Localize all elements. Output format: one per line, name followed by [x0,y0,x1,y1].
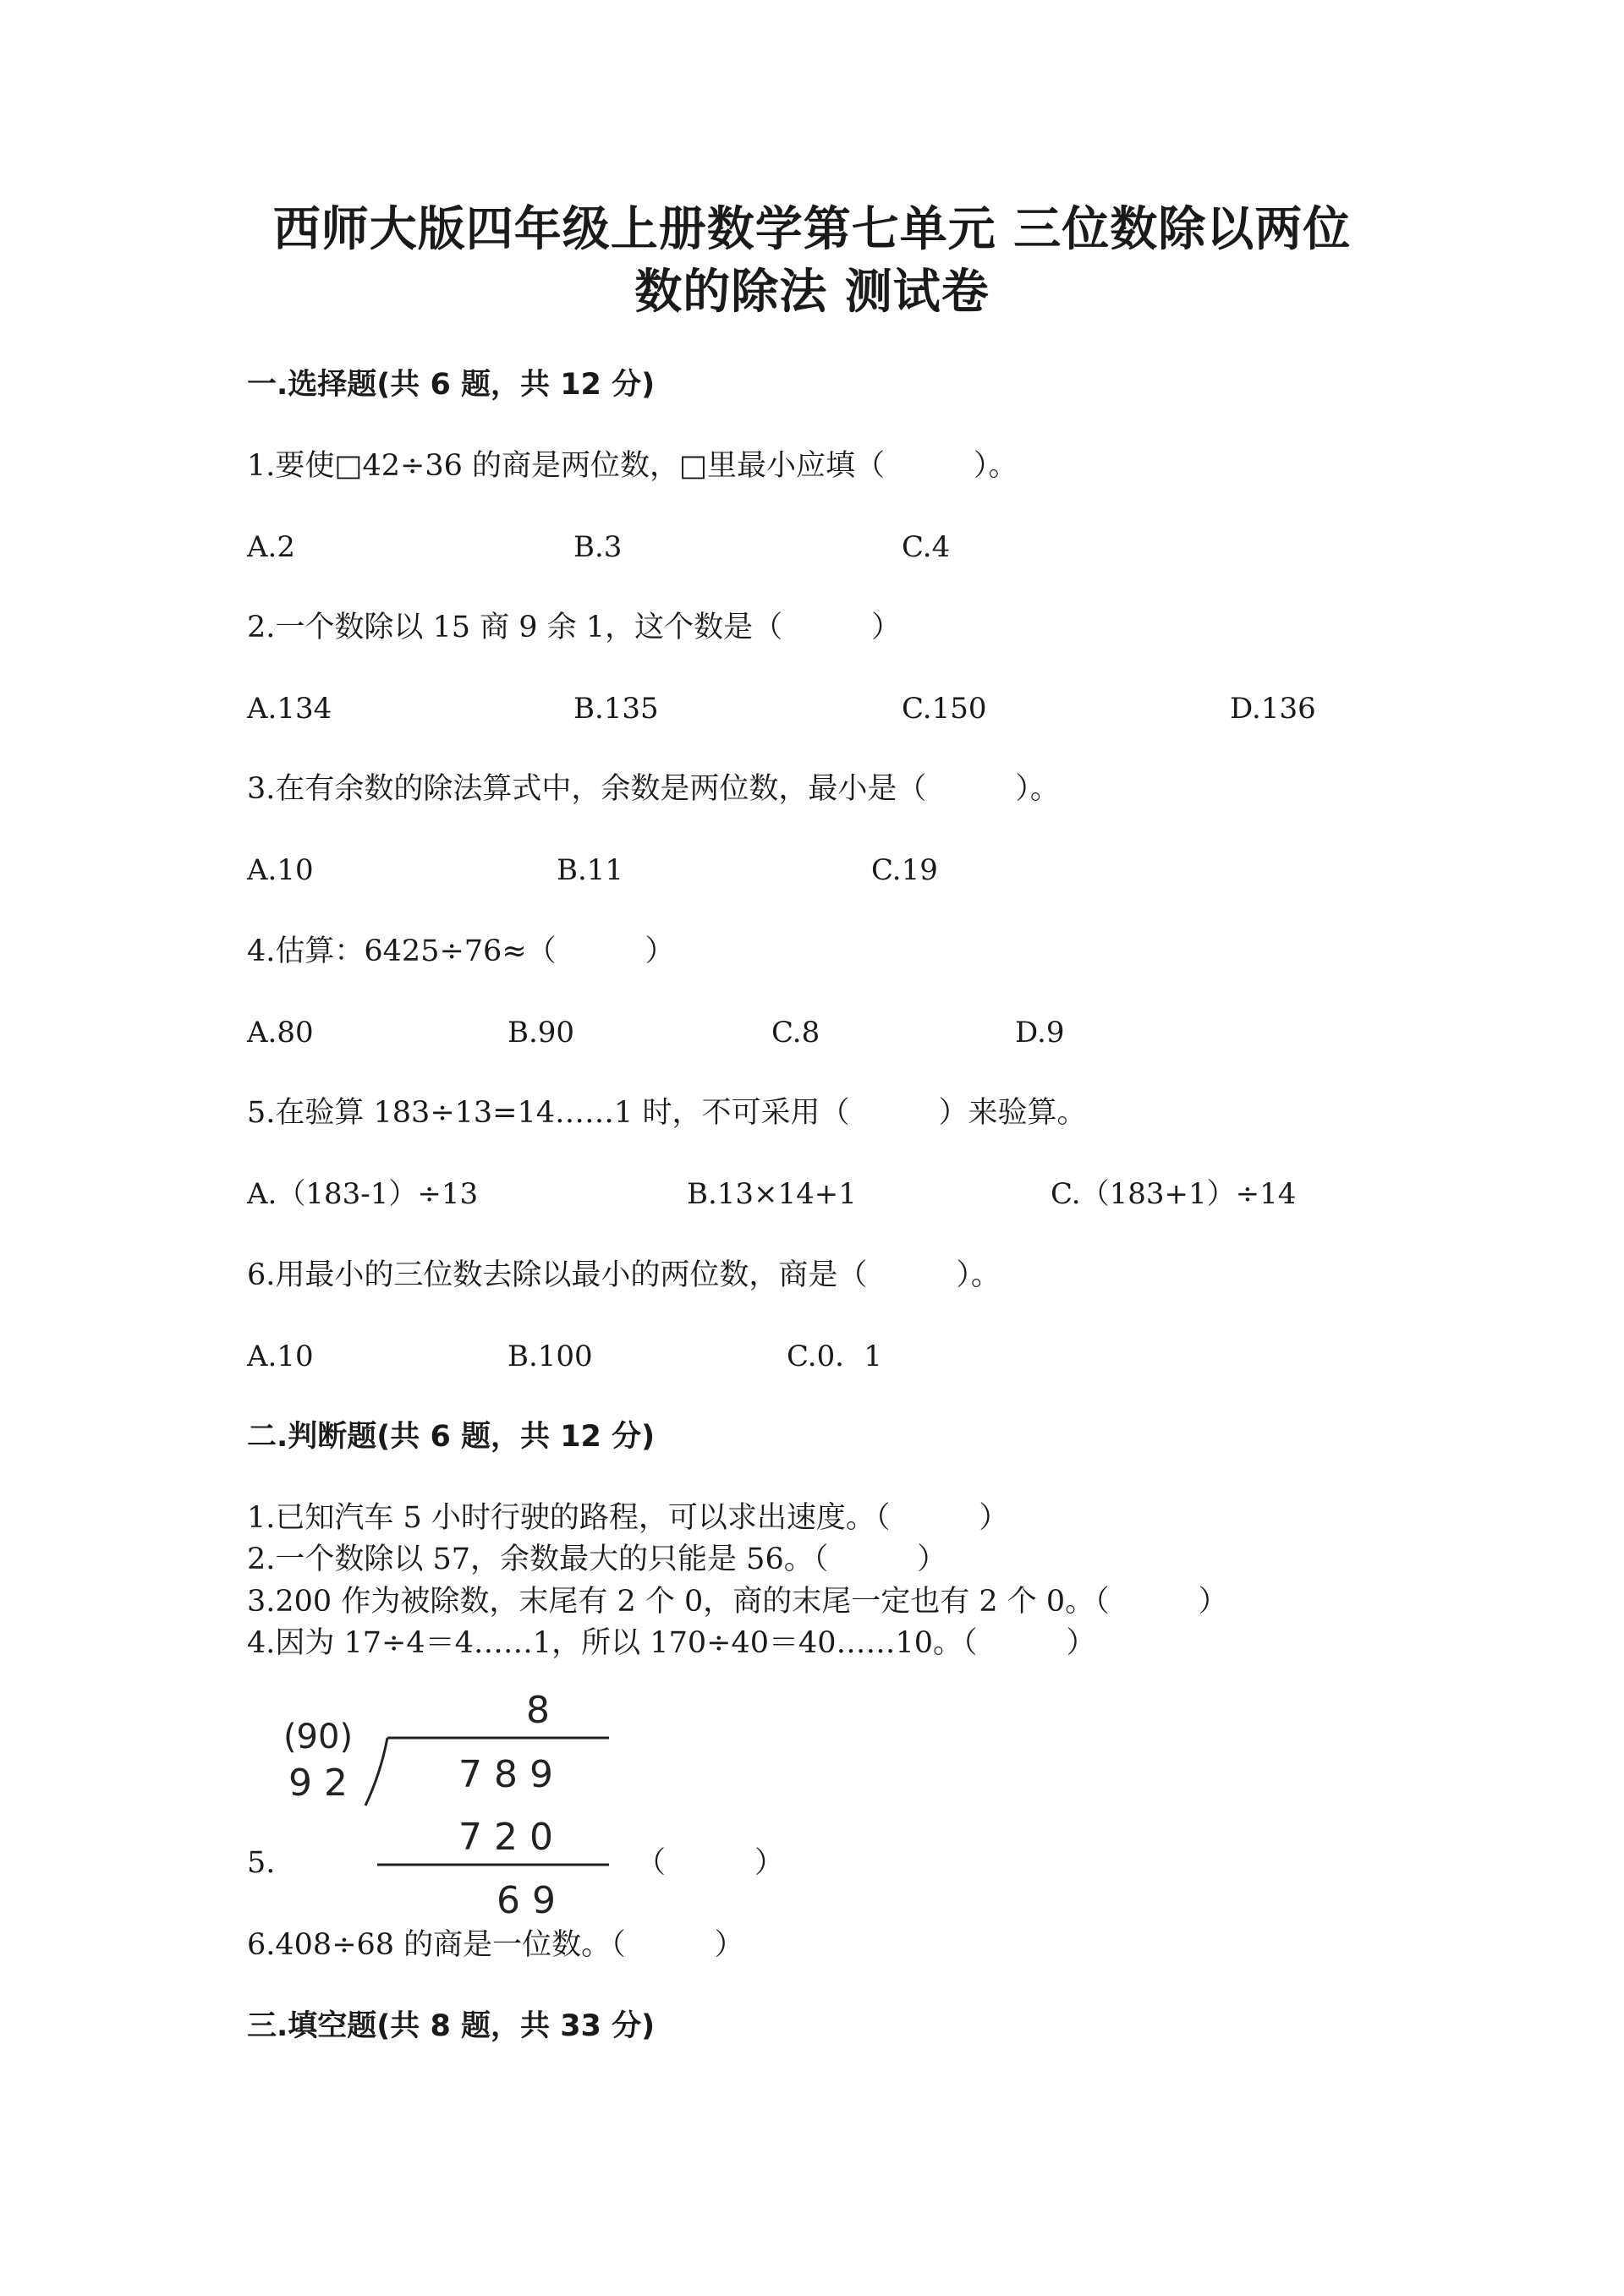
section-heading-fill: 三.填空题(共 8 题，共 33 分) [247,2009,656,2043]
question-text: 4.估算：6425÷76≈（ ） [247,934,675,968]
section-heading-choice: 一.选择题(共 6 题，共 12 分) [247,368,656,402]
judge-statement: 4.因为 17÷4＝4……1，所以 170÷40＝40……10。（ ） [247,1626,1096,1660]
option-b: B.90 [508,1016,575,1049]
division-quotient: 8 [526,1689,550,1732]
option-a: A.10 [247,853,314,887]
option-a: A.2 [247,530,295,564]
question-text: 3.在有余数的除法算式中，余数是两位数，最小是（ ）。 [247,772,1060,806]
option-a: A.80 [247,1016,314,1049]
long-division-figure [271,1679,626,1924]
option-c: C.（183+1）÷14 [1051,1177,1297,1211]
division-estimate: (90) [283,1718,354,1756]
judge-statement: 2.一个数除以 57，余数最大的只能是 56。（ ） [247,1543,947,1576]
question-text: 2.一个数除以 15 商 9 余 1，这个数是（ ） [247,611,902,644]
title-line-1: 西师大版四年级上册数学第七单元 三位数除以两位 [272,201,1352,257]
question-text: 5.在验算 183÷13=14……1 时，不可采用（ ）来验算。 [247,1096,1087,1130]
option-c: C.0．1 [787,1340,882,1373]
option-a: A.10 [247,1340,314,1373]
option-c: C.19 [871,853,938,887]
title-line-2: 数的除法 测试卷 [634,264,990,320]
option-a: A.（183-1）÷13 [247,1177,479,1211]
division-product: 7 2 0 [458,1816,553,1859]
option-b: B.135 [573,692,659,726]
judge-statement: 1.已知汽车 5 小时行驶的路程，可以求出速度。（ ） [247,1501,1009,1535]
judge-statement: 5. [247,1846,276,1880]
option-b: B.13×14+1 [687,1177,857,1211]
option-a: A.134 [247,692,332,726]
section-heading-judge: 二.判断题(共 6 题，共 12 分) [247,1420,656,1454]
option-c: C.8 [771,1016,820,1049]
judge-statement: 3.200 作为被除数，末尾有 2 个 0，商的末尾一定也有 2 个 0。（ ） [247,1585,1228,1619]
division-divisor: 9 2 [288,1762,348,1805]
option-c: C.4 [902,530,951,564]
option-b: B.11 [557,853,624,887]
option-b: B.3 [573,530,623,564]
option-d: D.9 [1015,1016,1065,1049]
question-text: 6.用最小的三位数去除以最小的两位数，商是（ ）。 [247,1258,1001,1292]
answer-paren: （ ） [636,1846,785,1880]
option-b: B.100 [508,1340,593,1373]
option-d: D.136 [1230,692,1316,726]
question-text: 1.要使□42÷36 的商是两位数，□里最小应填（ ）。 [247,449,1018,483]
division-dividend: 7 8 9 [458,1753,553,1796]
division-remainder: 6 9 [497,1879,556,1922]
option-c: C.150 [902,692,987,726]
judge-statement: 6.408÷68 的商是一位数。（ ） [247,1928,744,1962]
